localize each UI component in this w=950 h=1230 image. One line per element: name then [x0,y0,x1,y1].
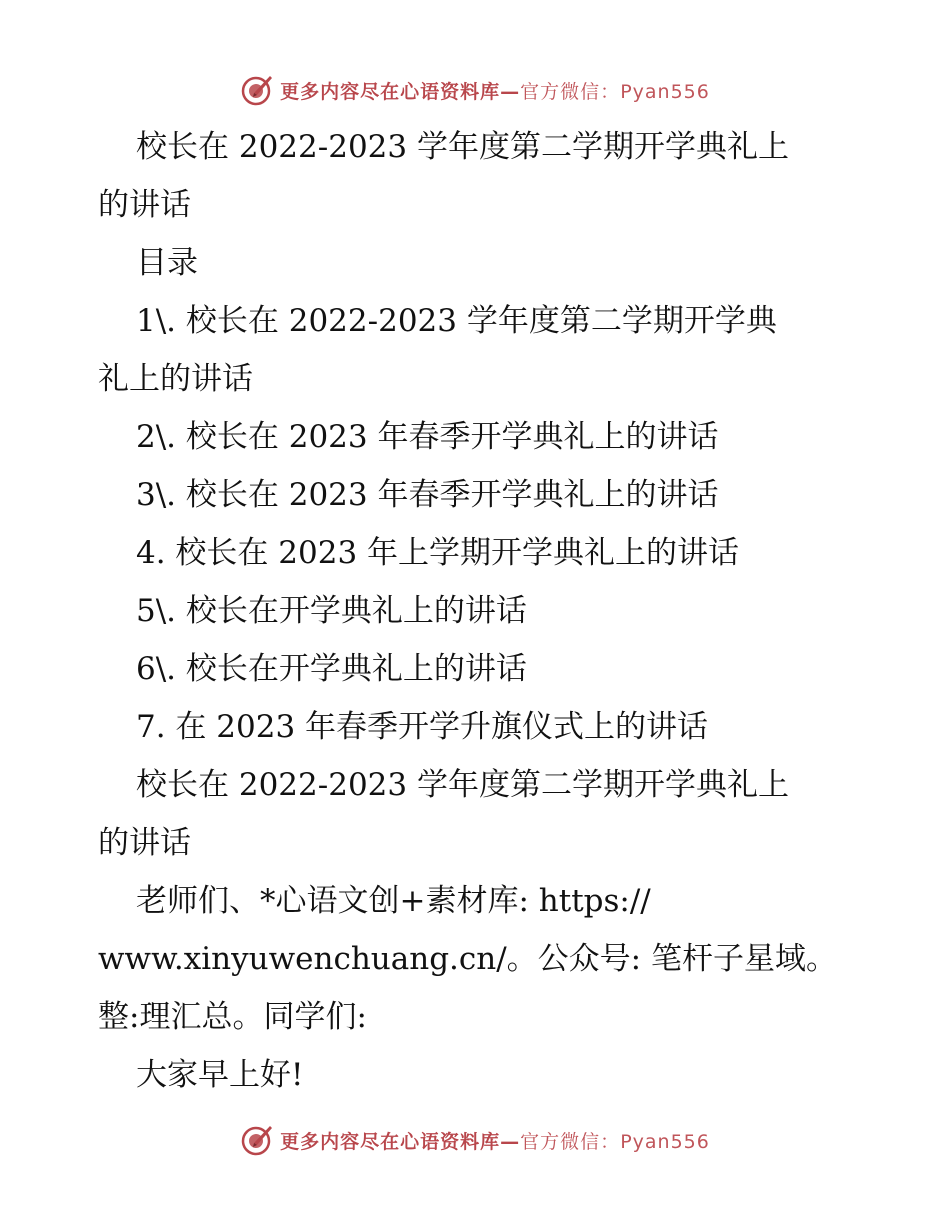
toc-item: 1\. 校长在 2022-2023 学年度第二学期开学典 [136,303,777,339]
footer-wechat-id: Pyan556 [620,1130,710,1153]
paragraph-line: 大家早上好! [136,1057,304,1093]
toc-item: 3\. 校长在 2023 年春季开学典礼上的讲话 [136,477,719,513]
footer-banner-text [280,1127,710,1154]
toc-item: 4. 校长在 2023 年上学期开学典礼上的讲话 [136,535,740,571]
header-banner-dash: — [500,80,521,103]
header-wechat-id: Pyan556 [620,80,710,103]
footer-wechat-label: 官方微信： [520,1130,621,1153]
header-banner-title: 更多内容尽在心语资料库 [280,80,501,103]
toc-item: 6\. 校长在开学典礼上的讲话 [136,651,527,687]
footer-banner-title: 更多内容尽在心语资料库 [280,1130,501,1153]
paragraph-line: 整:理汇总。同学们: [98,999,367,1035]
quill-logo-icon [240,73,274,107]
header-banner-text [280,77,710,104]
toc-item: 礼上的讲话 [98,361,253,397]
header-wechat-label: 官方微信： [520,80,621,103]
text-line: 校长在 2022-2023 学年度第二学期开学典礼上 [136,129,789,165]
section-title: 的讲话 [98,825,191,861]
header-banner [0,70,950,110]
footer-banner-dash: — [500,1130,521,1153]
toc-item: 2\. 校长在 2023 年春季开学典礼上的讲话 [136,419,719,455]
paragraph-line: 老师们、*心语文创+素材库: https:// [136,883,651,919]
paragraph-line: www.xinyuwenchuang.cn/。公众号: 笔杆子星域。 [98,941,837,977]
quill-logo-icon [240,1123,274,1157]
section-title: 校长在 2022-2023 学年度第二学期开学典礼上 [136,767,789,803]
toc-item: 7. 在 2023 年春季开学升旗仪式上的讲话 [136,709,709,745]
toc-item: 5\. 校长在开学典礼上的讲话 [136,593,527,629]
toc-heading: 目录 [136,245,198,281]
document-body [98,118,850,1104]
text-line: 的讲话 [98,187,191,223]
footer-banner [0,1120,950,1160]
